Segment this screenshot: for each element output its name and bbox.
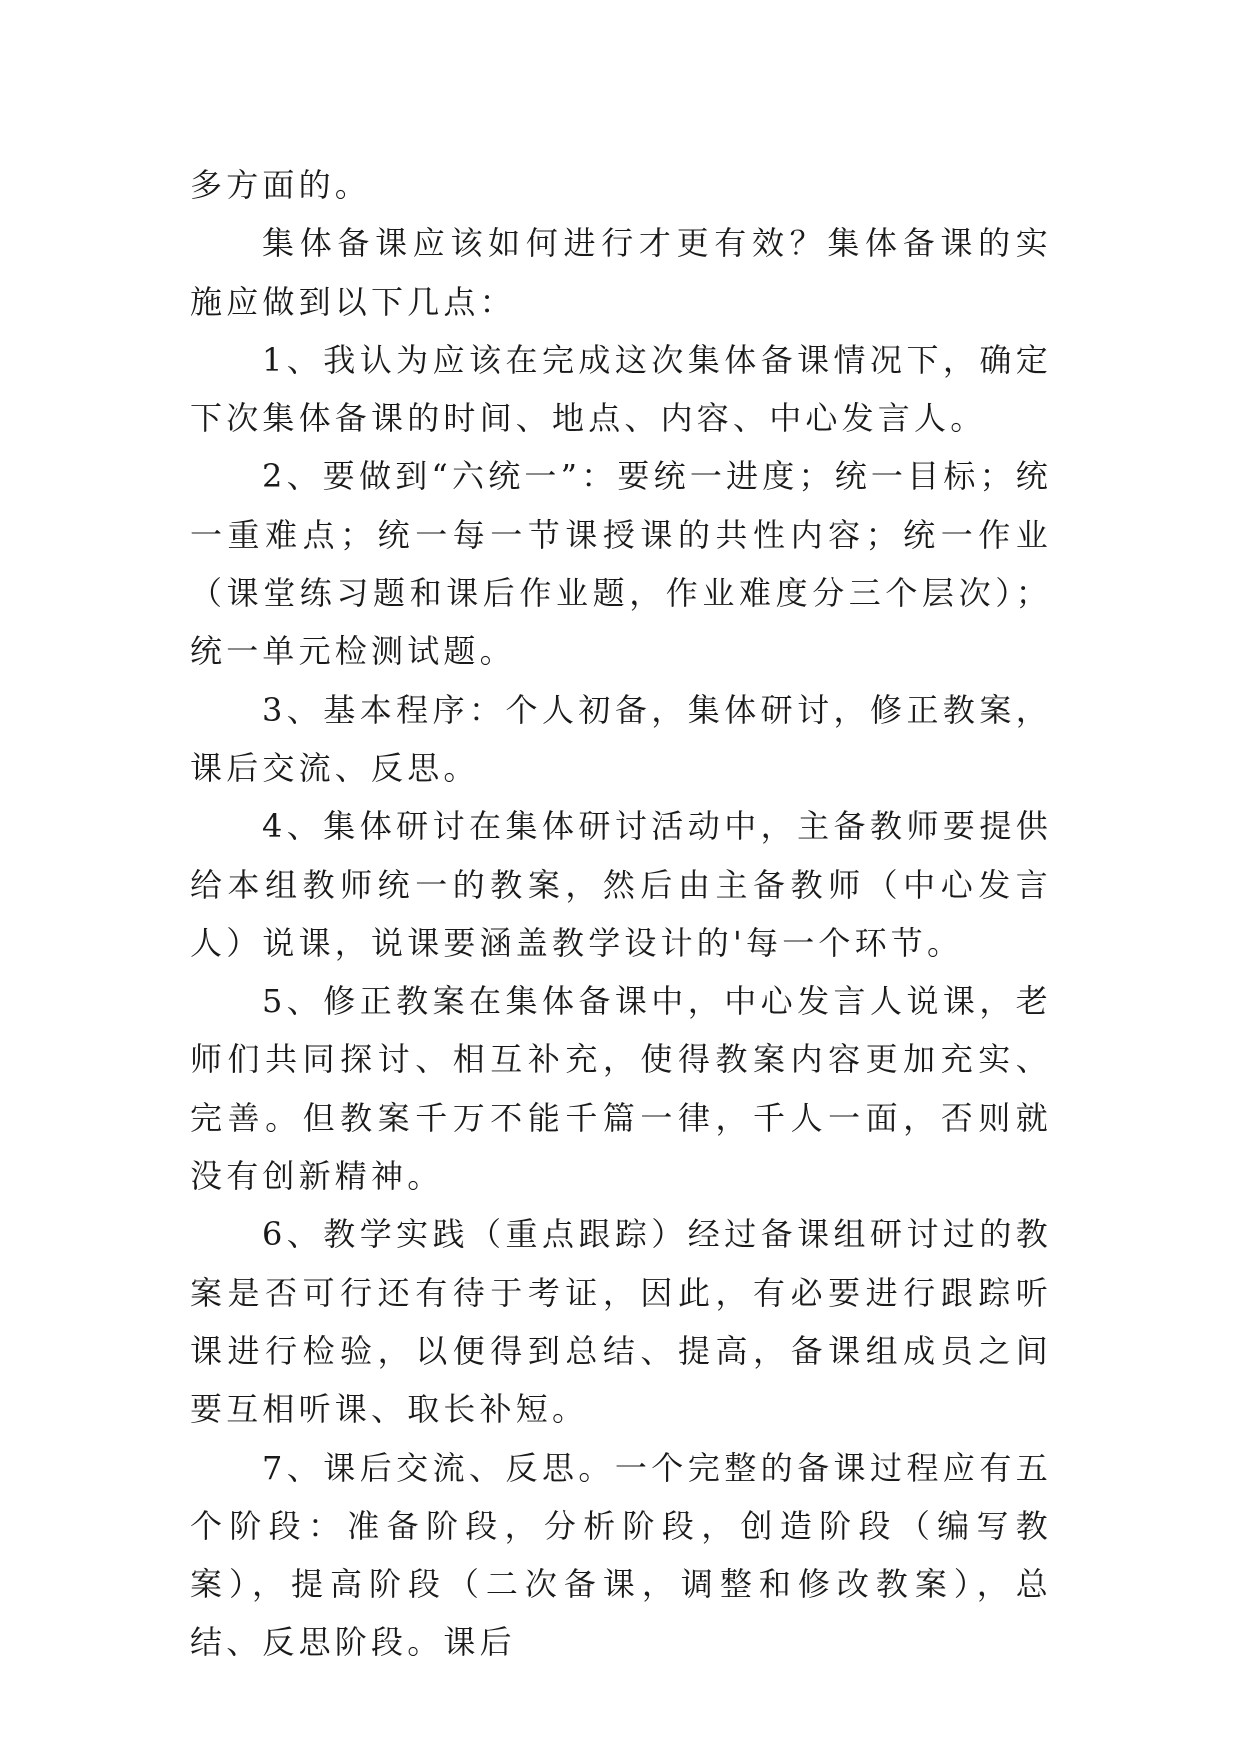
document-body: [190, 156, 1052, 1672]
paragraph-continuation: 多方面的。: [190, 166, 372, 204]
paragraph-item-6: 6、教学实践（重点跟踪）经过备课组研讨过的教案是否可行还有待于考证，因此，有必要进行跟踪听课进行检验，以便得到总结、提高，备课组成员之间要互相听课、取长补短。: [190, 1215, 1052, 1429]
paragraph-intro: 集体备课应该如何进行才更有效？集体备课的实施应做到以下几点：: [190, 224, 1052, 321]
paragraph-item-1: 1、我认为应该在完成这次集体备课情况下，确定下次集体备课的时间、地点、内容、中心发言人。: [190, 340, 1052, 438]
paragraph-item-2: 2、要做到“六统一”：要统一进度；统一目标；统一重难点；统一每一节课授课的共性内容；统一作业（课堂练习题和课后作业题，作业难度分三个层次）；统一单元检测试题。: [190, 457, 1052, 671]
paragraph-item-5: 5、修正教案在集体备课中，中心发言人说课，老师们共同探讨、相互补充，使得教案内容更加充实、完善。但教案千万不能千篇一律，千人一面，否则就没有创新精神。: [190, 982, 1052, 1196]
paragraph-item-7: 7、课后交流、反思。一个完整的备课过程应有五个阶段：准备阶段，分析阶段，创造阶段（编写教案），提高阶段（二次备课，调整和修改教案），总结、反思阶段。课后: [190, 1448, 1052, 1662]
paragraph-item-3: 3、基本程序：个人初备，集体研讨，修正教案，课后交流、反思。: [190, 690, 1052, 787]
paragraph-item-4: 4、集体研讨在集体研讨活动中，主备教师要提供给本组教师统一的教案，然后由主备教师（中心发言人）说课，说课要涵盖教学设计的'每一个环节。: [190, 807, 1052, 962]
